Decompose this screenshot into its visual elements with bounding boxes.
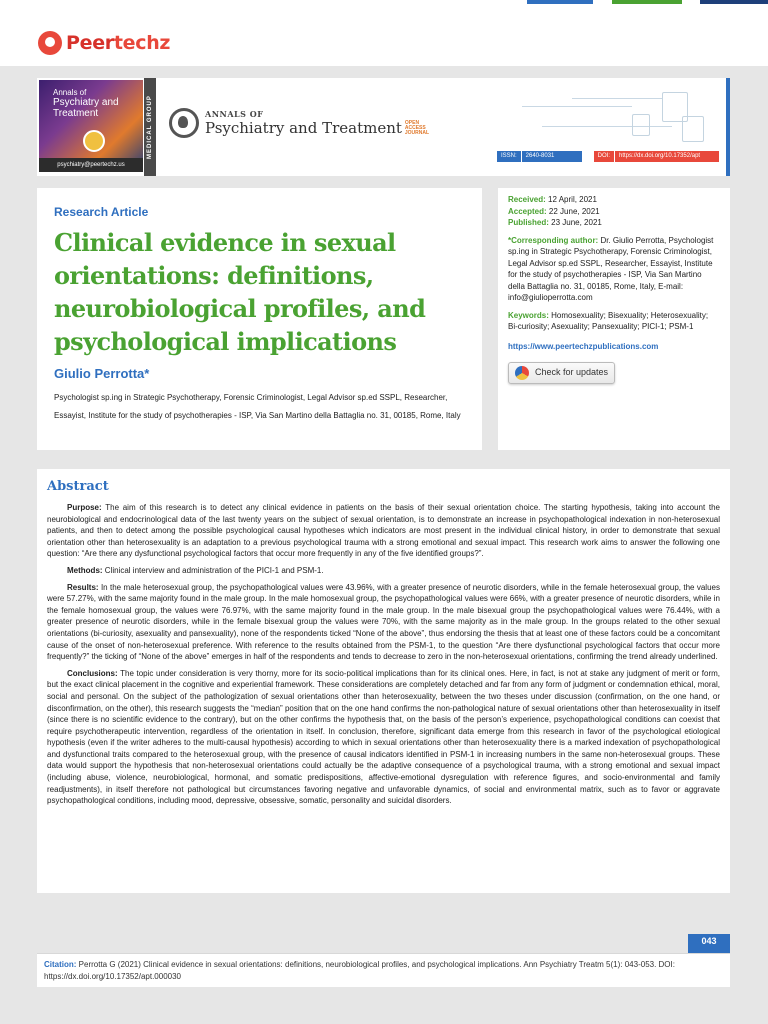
doi-label: DOI:	[594, 151, 614, 162]
conclusions-text: The topic under consideration is very thorny, more for its socio-political implications than for its clinical ones. Here, in fact, is not at stake any judgment of merit or form, but the exact clinical placement in the cognitive and experiential framework. These considerations are completely detached and far from any form of judgment or condemnation ethical, moral, social and personal. On the subject of the pathologization of sexual orientations other than heterosexuality, between the two theses under discussion (confirmation, on the one hand, or disconfirmation, on the other), this research suggests the “median” position that on the one hand confirms the non-pathological nature of sexual orientations other than heterosexuality in itself (since there is no scientific evidence to the contrary), but on the other confirms the hypothesis that, on the basis of the person’s experience, psychopathological conditions can coexist that require psychotherapeutic intervention, regardless of the orientation in itself. In conclusion, therefore, significant data emerge from this research in favor of the psychological etiological hypothesis (even if the writer adheres to the multi-causal hypothesis) according to which in sexual orientations other than heterosexuality there is a marked indexation of psychopathological and dysfunctional traits compared to the heterosexual group, with the presence of causal indicators identified in PSM-1 in increasing numbers in the same non-heterosexual groups. These data would support the hypothesis that non-heterosexual orientations could actually be the adaptive consequence of a psychological trauma, with a strong emotional and sexual impact (including abuse, violence, neurobiological, hormonal, and somatic predispositions, affective-emotional dysregulation with reference figures, and socio-environmental and family readjustments), in itself therefore not pathological but circumstances favoring negative and unfavorable dynamics, of social and environmental matrix, such as to favor or aggravate psychopathological conditions, including mood, depressive, obsessive, somatic, personality and suicidal disorders.	[47, 668, 720, 806]
top-strip-green	[612, 0, 682, 4]
article-title: Clinical evidence in sexual orientations: definitions, neurobiological profiles, and psychological implications	[54, 228, 426, 356]
medical-group-label: MEDICAL GROUP	[144, 78, 156, 176]
cover-small: Annals of	[53, 88, 87, 97]
received-date: 12 April, 2021	[548, 195, 597, 204]
banner-decoration	[522, 86, 712, 150]
article-type: Research Article	[54, 205, 149, 219]
citation-text: Perrotta G (2021) Clinical evidence in sexual orientations: definitions, neurobiological profiles, and psychological implications. Ann Psychiatry Treatm 5(1): 043-053. DOI: https://dx.doi.org/10.17352/apt.000030	[44, 960, 675, 981]
corresponding-author	[508, 235, 720, 304]
abstract-conclusions	[47, 668, 720, 807]
cover-title	[53, 88, 133, 119]
issn-value: 2640-8031	[522, 151, 582, 162]
logo-text-peer: Peer	[66, 32, 114, 54]
doi-value[interactable]: https://dx.doi.org/10.17352/apt	[615, 151, 719, 162]
keywords-label: Keywords:	[508, 310, 549, 320]
published-date: 23 June, 2021	[551, 218, 602, 227]
abstract-results	[47, 582, 720, 663]
citation-block	[37, 953, 730, 987]
corresponding-label: *Corresponding author:	[508, 235, 599, 245]
purpose-text: The aim of this research is to detect any clinical evidence in patients on the basis of their sexual orientation choice. The starting hypothesis, taking into account the neurobiological and endocrinological data of the last twenty years on the subject of sexual orientation, is to demonstrate an increase in psychopathological indexation in non-heterosexual patients, and then to detect among the possible psychological causal hypotheses which indicators are most present in the individual clinical history, in order to demonstrate that sexual orientation other than heterosexuality is an adaptation to a previous psychological trauma with a strong emotional and sexual impact. This research work aims to answer the following one question: “Are there any dysfunctional psychological factors that occur more frequently in any of the five identified groups?”.	[47, 503, 721, 559]
journal-cover-image	[39, 80, 143, 172]
corresponding-email[interactable]: info@giulioperrotta.com	[508, 293, 593, 302]
keywords-text: Homosexuality; Bisexuality; Heterosexuality; Bi-curiosity; Asexuality; Pansexuality; PICI-1; PSM-1	[508, 310, 709, 331]
journal-banner	[37, 78, 730, 176]
top-strip-blue	[527, 0, 593, 4]
keywords	[508, 310, 720, 333]
crossmark-icon	[515, 366, 529, 380]
check-for-updates-label: Check for updates	[535, 367, 609, 378]
page-number: 043	[688, 934, 730, 953]
results-label: Results:	[67, 582, 99, 592]
cover-email: psychiatry@peertechz.us	[39, 158, 143, 172]
article-header	[37, 188, 482, 450]
top-strip-navy	[700, 0, 768, 4]
corresponding-text: Dr. Giulio Perrotta, Psychologist sp.ing in Strategic Psychotherapy, Forensic Criminologist, Legal Advisor sp.ed SSPL, Researcher, Essayist, Institute for the study of psychotherapies - ISP, Via San Martino della Battaglia no. 31, 00185, Rome, Italy, E-mail:	[508, 235, 714, 291]
peertechz-logo-text	[66, 32, 170, 54]
author-affiliation: Psychologist sp.ing in Strategic Psychotherapy, Forensic Criminologist, Legal Advisor sp.ed SSPL, Researcher, Essayist, Institute for the study of psychotherapies - ISP, Via San Martino della Battaglia no. 31, 00185, Rome, Italy	[54, 393, 461, 420]
publisher-url[interactable]: https://www.peertechzpublications.com	[508, 341, 659, 351]
journal-main: Psychiatry and Treatment	[205, 118, 402, 137]
conclusions-label: Conclusions:	[67, 668, 118, 678]
article-metadata	[498, 188, 730, 450]
accepted-label: Accepted:	[508, 206, 547, 216]
abstract-purpose	[47, 502, 720, 560]
cover-main: Psychiatry and Treatment	[53, 97, 119, 119]
dates-block	[508, 194, 720, 229]
cover-badge-icon	[83, 130, 105, 152]
abstract-methods	[47, 565, 720, 577]
results-text: In the male heterosexual group, the psychopathological values were 43.96%, with a greater presence of neurotic disorders, while in the female heterosexual group, the values were 57.27%, with the same majority found in the male group. In the male homosexual group, the psychopathological values were 66%, with a greater presence of neurotic disorders, while in the female homosexual group, the values were 76.97%, with the same majority found in the male group. In the male bisexual group the psychopathological values were 76.44%, with a greater presence of neurotic disorders, while in the female bisexual group the values were 70%, with the same majority as in the male group. In the groups related to the other sexual orientations (bi-curiosity, asexuality and pansexuality), none of the respondents ticked “None of the above”, thus endorsing the thesis that at least one of these factors could be a concomitant cause of the onset of non-heterosexual preference. With reference to the results obtained from the PSM-1, to the question “Are there dysfunctional psychological factors that occur more frequently?” the ticking of “None of the above” emerges in half of the respondents and tends to decrease to zero in the non-heterosexual orientations, confirming the trend already underlined.	[47, 582, 720, 662]
peertechz-logo-icon	[38, 31, 62, 55]
citation-label: Citation:	[44, 960, 77, 969]
abstract-heading: Abstract	[47, 479, 109, 494]
logo-text-techz: techz	[113, 32, 171, 54]
head-profile-icon	[169, 108, 199, 138]
received-label: Received:	[508, 195, 546, 204]
journal-name	[205, 109, 431, 138]
abstract-section	[37, 469, 730, 893]
purpose-label: Purpose:	[67, 503, 102, 512]
article-author: Giulio Perrotta*	[54, 366, 150, 381]
open-access-badge: OPEN ACCESS JOURNAL	[404, 119, 430, 136]
journal-logo	[169, 108, 431, 138]
banner-blue-bar	[726, 78, 730, 176]
issn-label: ISSN:	[497, 151, 521, 162]
check-for-updates-button[interactable]	[508, 362, 615, 384]
publisher-header	[0, 0, 768, 66]
peertechz-logo[interactable]	[38, 31, 170, 55]
methods-text: Clinical interview and administration of the PICI-1 and PSM-1.	[104, 565, 324, 575]
issn-doi-row	[497, 151, 719, 162]
methods-label: Methods:	[67, 565, 103, 575]
journal-small: ANNALS OF	[205, 108, 264, 119]
published-label: Published:	[508, 218, 549, 227]
accepted-date: 22 June, 2021	[548, 206, 600, 216]
